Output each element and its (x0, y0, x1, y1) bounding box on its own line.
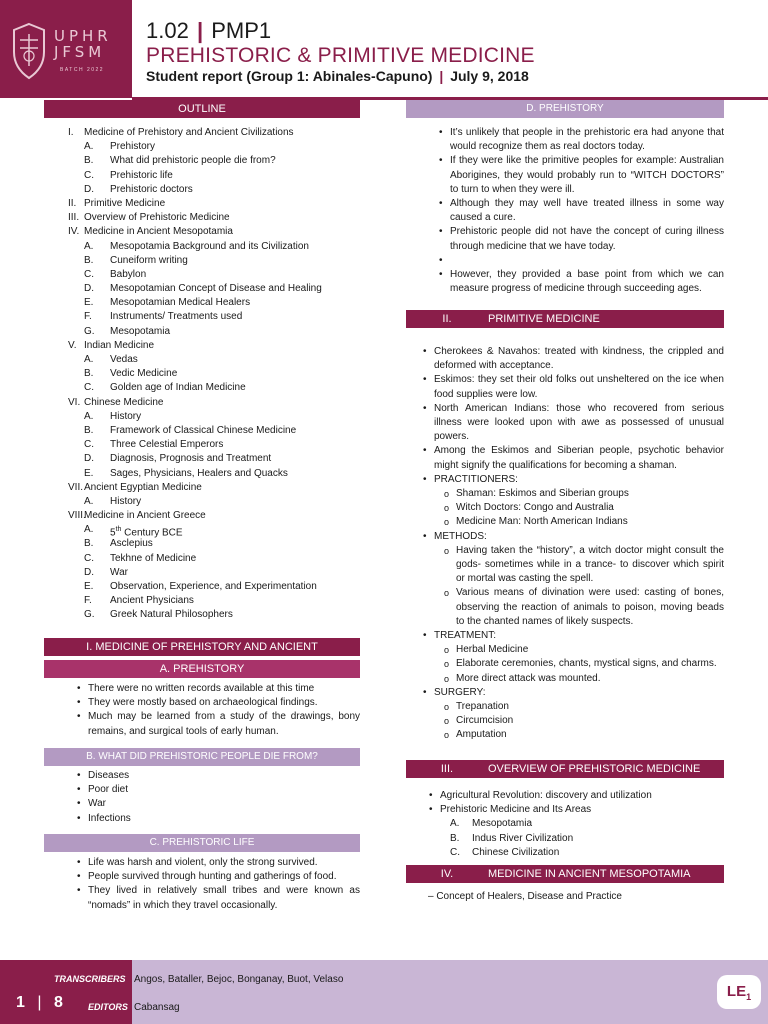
list-item: • Although they may well have treated illness in some way caused a cure. (436, 197, 724, 225)
outline-item-label: B. (84, 368, 94, 380)
list-item: • Cherokees & Navahos: treated with kindness, the crippled and deformed with acceptance. (420, 345, 724, 373)
outline-item-label: B. (84, 538, 94, 550)
list-item: o Shaman: Eskimos and Siberian groups (420, 487, 724, 501)
outline-item-label: VII. (68, 481, 84, 493)
outline-item-label: IV. (68, 226, 80, 238)
outline-item-label: C. (84, 439, 94, 451)
logo-batch: BATCH 2022 (60, 67, 105, 73)
outline-item (44, 211, 360, 225)
overview-list (426, 789, 724, 860)
list-item: o Various means of divination were used: casting of bones, observing the reaction of animals to poison, moving beads to the chanted names of likely suspects. (420, 586, 724, 629)
outline-item (44, 325, 360, 339)
list-item: • SURGERY: (420, 686, 724, 700)
outline-item (44, 467, 360, 481)
outline-item-text: Medicine of Prehistory and Ancient Civilizations (84, 127, 294, 138)
list-item: o Herbal Medicine (420, 643, 724, 657)
prehistory-heading: A. PREHISTORY (44, 660, 360, 678)
outline-item (44, 225, 360, 239)
list-item: • They lived in relatively small tribes and were known as “nomads” in which they travel occasionally. (74, 884, 360, 912)
outline-item-label: A. (84, 495, 94, 507)
mesopotamia-note: – Concept of Healers, Disease and Practice (428, 891, 622, 902)
outline-item-label: D. (84, 566, 94, 578)
outline-item-text: Observation, Experience, and Experimentation (110, 581, 317, 592)
prehistoric-doctors-heading: D. PREHISTORY (406, 100, 724, 118)
outline-item-text: Medicine in Ancient Greece (84, 510, 206, 522)
list-item: • Among the Eskimos and Siberian people, psychotic behavior might signify the qualifications for becoming a shaman. (420, 444, 724, 472)
course-code: PMP1 (211, 18, 272, 43)
list-item: • Agricultural Revolution: discovery and utilization (426, 789, 724, 803)
outline-item-text: Prehistoric doctors (110, 183, 193, 195)
outline-item (44, 452, 360, 466)
outline-heading: OUTLINE (44, 100, 360, 118)
list-item (436, 254, 724, 268)
outline-item (44, 268, 360, 282)
outline-item-label: III. (68, 212, 80, 224)
outline-item (44, 339, 360, 353)
outline-item-label: G. (84, 325, 95, 337)
section-title: MEDICINE IN ANCIENT MESOPOTAMIA (488, 868, 691, 880)
report-date: July 9, 2018 (450, 68, 529, 84)
outline-list (44, 126, 360, 623)
list-item: • TREATMENT: (420, 629, 724, 643)
outline-item (44, 537, 360, 551)
list-item: o Having taken the “history”, a witch doctor might consult the gods- sometimes while in a trance- to discover which spirit or mortal was casting the spell. (420, 544, 724, 587)
outline-item-label: A. (84, 524, 94, 536)
prehistoric-doctors-list (436, 126, 724, 296)
outline-item-label: A. (84, 410, 94, 422)
outline-item-label: A. (84, 141, 94, 153)
outline-item-label: C. (84, 169, 94, 181)
document-header (0, 0, 768, 100)
lecture-number: 1.02 (146, 18, 189, 43)
document-title: PREHISTORIC & PRIMITIVE MEDICINE (146, 44, 535, 67)
list-item: o Elaborate ceremonies, chants, mystical signs, and charms. (420, 657, 724, 671)
outline-item (44, 126, 360, 140)
outline-item-label: G. (84, 609, 95, 621)
outline-item-text: Vedic Medicine (110, 368, 178, 380)
document-subtitle: Student report (Group 1: Abinales-Capuno) | July 9, 2018 (146, 68, 529, 84)
outline-item (44, 410, 360, 424)
outline-item-label: C. (84, 382, 94, 394)
outline-item (44, 552, 360, 566)
die-from-list (74, 769, 360, 826)
list-item: o Trepanation (420, 700, 724, 714)
outline-item-label: D. (84, 183, 94, 195)
section-2-heading (406, 310, 724, 328)
list-item: • Life was harsh and violent, only the strong survived. (74, 856, 360, 870)
outline-item (44, 154, 360, 168)
outline-item (44, 608, 360, 622)
list-item: • They were mostly based on archaeological findings. (74, 696, 360, 710)
outline-item-text: Ancient Egyptian Medicine (84, 481, 202, 493)
outline-item (44, 509, 360, 523)
section-number: II. (442, 313, 452, 325)
outline-item (44, 140, 360, 154)
outline-item (44, 396, 360, 410)
outline-item (44, 481, 360, 495)
list-item: • However, they provided a base point from which we can measure progress of medicine through succeeding ages. (436, 268, 724, 296)
outline-item-text: Mesopotamia (110, 325, 171, 337)
outline-item-label: B. (84, 155, 94, 167)
outline-item-text: Golden age of Indian Medicine (110, 382, 246, 394)
lecture-badge: $LE_1$ (717, 975, 761, 1009)
outline-item-text: Primitive Medicine (84, 197, 166, 209)
outline-item-text: Indian Medicine (84, 339, 155, 351)
section-1-heading: I. MEDICINE OF PREHISTORY AND ANCIENT (44, 638, 360, 656)
outline-item (44, 310, 360, 324)
outline-item-text: Three Celestial Emperors (110, 439, 224, 451)
list-item: A. Mesopotamia (426, 817, 724, 831)
outline-item (44, 424, 360, 438)
list-item: C. Chinese Civilization (426, 846, 724, 860)
report-group: Student report (Group 1: Abinales-Capuno) (146, 68, 433, 84)
list-item: • Diseases (74, 769, 360, 783)
outline-item-label: A. (84, 354, 94, 365)
outline-item-text: Framework of Classical Chinese Medicine (110, 424, 297, 436)
list-item: o Circumcision (420, 714, 724, 728)
list-item: • North American Indians: those who recovered from serious illness were looked upon with awe as possessed of unusual powers. (420, 402, 724, 445)
outline-item-text: Prehistoric life (110, 169, 173, 181)
logo-block (0, 0, 132, 98)
outline-item (44, 495, 360, 509)
list-item: • War (74, 797, 360, 811)
outline-item-label: VI. (68, 396, 81, 408)
outline-item-text: Mesopotamian Concept of Disease and Healing (110, 283, 322, 295)
outline-item (44, 580, 360, 594)
outline-item-label: E. (84, 467, 94, 479)
die-from-heading: B. WHAT DID PREHISTORIC PEOPLE DIE FROM? (44, 748, 360, 766)
list-item: o Medicine Man: North American Indians (420, 515, 724, 529)
outline-item (44, 183, 360, 197)
section-3-heading (406, 760, 724, 778)
footer-label-block (0, 960, 132, 1024)
outline-item-label: VIII. (68, 510, 86, 522)
outline-item-text: Babylon (110, 268, 147, 280)
outline-item-text: Mesopotamian Medical Healers (110, 297, 251, 309)
editors-label: EDITORS (88, 1002, 128, 1012)
outline-item-text: Tekhne of Medicine (110, 552, 197, 564)
editors-names: Cabansag (134, 1002, 180, 1013)
outline-item (44, 197, 360, 211)
list-item: • It’s unlikely that people in the prehistoric era had anyone that would recognize them as real doctors today. (436, 126, 724, 154)
list-item: • PRACTITIONERS: (420, 473, 724, 487)
outline-item-text: What did prehistoric people die from? (110, 155, 276, 167)
outline-item (44, 523, 360, 537)
outline-item-label: D. (84, 453, 94, 465)
outline-item-text: Cuneiform writing (110, 254, 188, 266)
outline-item (44, 438, 360, 452)
list-item: o Witch Doctors: Congo and Australia (420, 501, 724, 515)
outline-item-text: Ancient Physicians (110, 595, 194, 607)
outline-item-text: History (110, 410, 142, 422)
section-title: OVERVIEW OF PREHISTORIC MEDICINE (488, 763, 701, 775)
outline-item (44, 367, 360, 381)
outline-item (44, 296, 360, 310)
outline-item (44, 566, 360, 580)
outline-item-text: War (110, 566, 128, 578)
outline-item-text: Asclepius (110, 538, 153, 550)
list-item: • METHODS: (420, 530, 724, 544)
outline-item-label: V. (68, 339, 77, 351)
primitive-medicine-list (420, 345, 724, 743)
list-item: o More direct attack was mounted. (420, 672, 724, 686)
outline-item-text: Chinese Medicine (84, 396, 164, 408)
list-item: • Poor diet (74, 783, 360, 797)
list-item: • Much may be learned from a study of the drawings, bony remains, and surgical tools of early human. (74, 710, 360, 738)
list-item: • Infections (74, 812, 360, 826)
outline-item (44, 594, 360, 608)
outline-item (44, 353, 360, 367)
section-number: IV. (440, 868, 454, 880)
school-seal-icon (10, 22, 48, 80)
outline-item-text: Mesopotamia Background and its Civilization (110, 240, 309, 252)
outline-item-label: B. (84, 424, 94, 436)
prehistoric-life-list (74, 856, 360, 913)
outline-item-text: Instruments/ Treatments used (110, 311, 243, 323)
outline-item (44, 254, 360, 268)
list-item: • If they were like the primitive peoples for example: Australian Aborigines, they would probably run to “WITCH DOCTORS” to turn to when they were ill. (436, 154, 724, 197)
list-item: o Amputation (420, 728, 724, 742)
outline-item-label: I. (68, 127, 74, 138)
outline-item-text: Prehistory (110, 141, 156, 153)
outline-item-label: F. (84, 595, 92, 607)
outline-item-label: B. (84, 254, 94, 266)
section-title: PRIMITIVE MEDICINE (488, 313, 600, 325)
transcribers-names: Angos, Bataller, Bejoc, Bonganay, Buot, Velaso (134, 974, 344, 985)
transcribers-label: TRANSCRIBERS (54, 974, 126, 984)
outline-item-text: 5th Century BCE (110, 526, 183, 539)
outline-item (44, 282, 360, 296)
outline-item-text: Greek Natural Philosophers (110, 609, 233, 621)
list-item: • Prehistoric Medicine and Its Areas (426, 803, 724, 817)
section-number: III. (440, 763, 454, 775)
page-number: 1 | 8 (16, 994, 63, 1011)
outline-item-label: II. (68, 197, 77, 209)
list-item: B. Indus River Civilization (426, 832, 724, 846)
list-item: • There were no written records available at this time (74, 682, 360, 696)
list-item: • Eskimos: they set their old folks out unsheltered on the ice when food supplies were low. (420, 373, 724, 401)
outline-item (44, 169, 360, 183)
outline-item-label: E. (84, 581, 94, 592)
prehistory-list (74, 682, 360, 739)
outline-item-text: Medicine in Ancient Mesopotamia (84, 226, 233, 238)
outline-item-label: F. (84, 311, 92, 323)
prehistoric-life-heading: C. PREHISTORIC LIFE (44, 834, 360, 852)
outline-item-text: Diagnosis, Prognosis and Treatment (110, 453, 272, 465)
lecture-code: 1.02 | PMP1 (146, 18, 272, 43)
list-item: • Prehistoric people did not have the concept of curing illness through medicine that we have today. (436, 225, 724, 253)
section-4-heading (406, 865, 724, 883)
outline-item-label: C. (84, 552, 94, 564)
outline-item-text: Sages, Physicians, Healers and Quacks (110, 467, 288, 479)
outline-item-label: C. (84, 268, 94, 280)
logo-text: UPHR JFSM (54, 27, 112, 61)
outline-item-text: Overview of Prehistoric Medicine (84, 212, 230, 224)
outline-item-label: D. (84, 283, 94, 295)
outline-item (44, 381, 360, 395)
outline-item-label: A. (84, 240, 94, 252)
outline-item (44, 240, 360, 254)
document-footer (0, 960, 768, 1024)
outline-item-text: Vedas (110, 354, 138, 365)
outline-item-text: History (110, 495, 142, 507)
list-item: • People survived through hunting and gatherings of food. (74, 870, 360, 884)
outline-item-label: E. (84, 297, 94, 309)
